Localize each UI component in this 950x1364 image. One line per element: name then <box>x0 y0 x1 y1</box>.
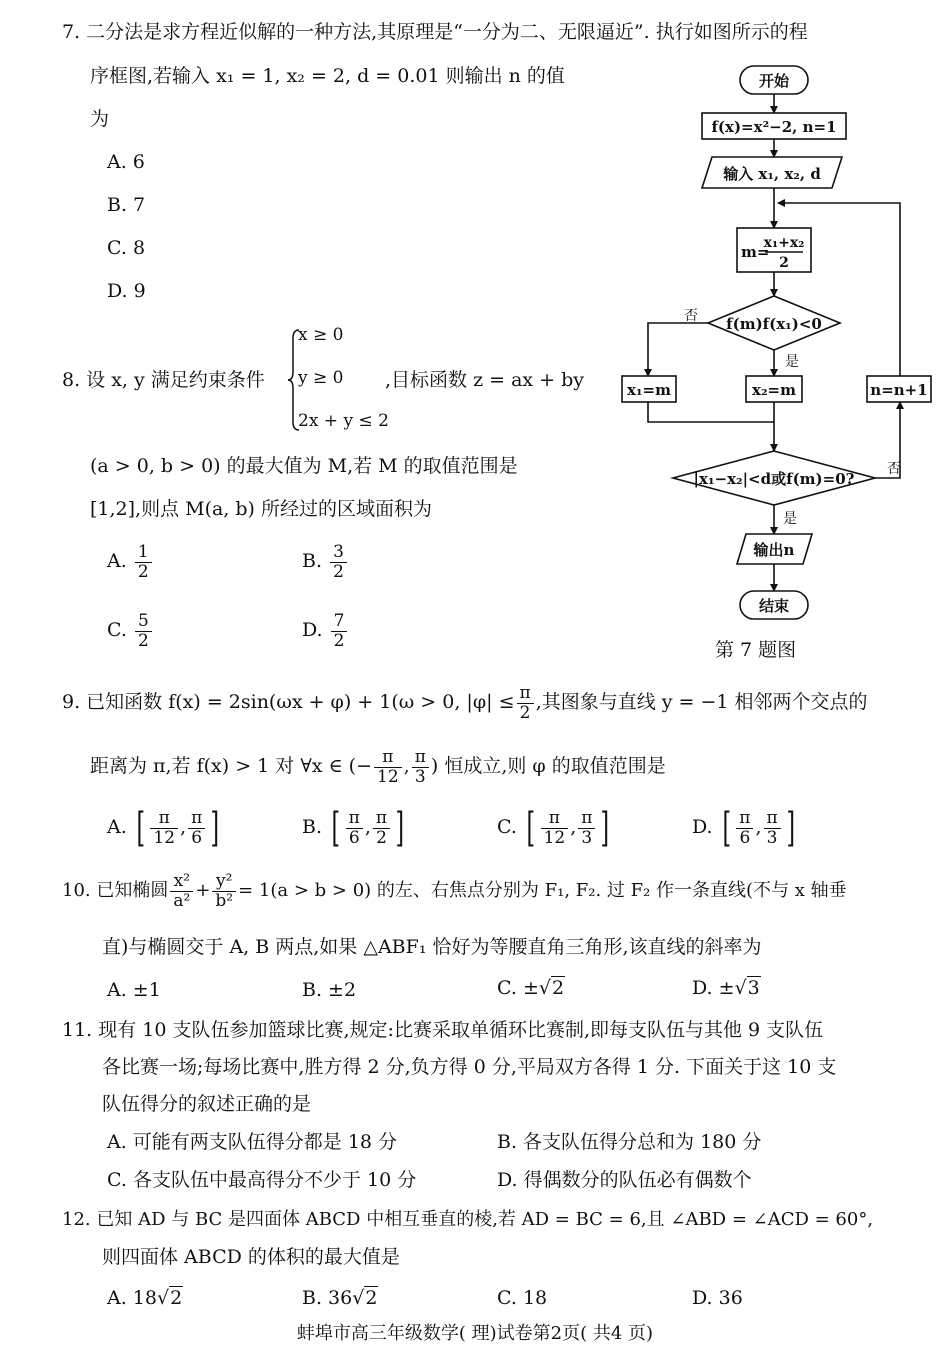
q7-option-c: C. 8 <box>107 237 146 259</box>
q7-line1: 7. 二分法是求方程近似解的一种方法,其原理是“一分为二、无限逼近”. 执行如图所示的程 <box>62 21 808 43</box>
q8-option-b <box>302 543 349 581</box>
q10-x-term: $\frac{\text{x²}}{\text{a²}}$ <box>170 872 193 910</box>
page-footer: 蚌埠市高三年级数学( 理)试卷第2页( 共4 页) <box>296 1323 654 1344</box>
increment-label: n=n+1 <box>870 381 928 399</box>
assign-x1-label: x₁=m <box>627 381 671 399</box>
q10-option-a: A. ±1 <box>107 979 161 1001</box>
q9-interval-right: $\frac{\pi}{3}$ <box>412 748 429 786</box>
decision-2-label: |x₁−x₂|<d或f(m)=0? <box>693 470 855 488</box>
q12-option-d: D. 36 <box>692 1287 743 1309</box>
q8-option-d-fraction: $\frac{7}{2}$ <box>331 612 348 650</box>
q12-line2: 则四面体 ABCD 的体积的最大值是 <box>102 1246 400 1268</box>
q8-option-b-fraction: $\frac{3}{2}$ <box>330 543 347 581</box>
q12-option-b: B. 36√2 <box>302 1287 378 1309</box>
q12-option-a: A. 18√2 <box>107 1287 183 1309</box>
q8-suffix: ,目标函数 z = ax + by <box>385 369 585 391</box>
m-label: m= <box>741 243 770 261</box>
constraint-2: y ≥ 0 <box>298 368 344 388</box>
q11-option-d: D. 得偶数分的队伍必有偶数个 <box>497 1169 752 1191</box>
q9-interval-left: $\frac{\pi}{12}$ <box>374 748 402 786</box>
decision-1-no: 否 <box>684 308 698 324</box>
q10-line1-end: = 1(a > b > 0) 的左、右焦点分别为 F₁, F₂. 过 F₂ 作一条直线(不与 x 轴垂 <box>238 880 847 902</box>
q8-option-d-label: D. <box>302 619 323 642</box>
q9-option-b: B. [ $\frac{\pi}{6}$ , $\frac{\pi}{2}$ ] <box>302 805 405 851</box>
q10-option-b: B. ±2 <box>302 979 357 1001</box>
decision-2-no: 否 <box>887 461 901 477</box>
q9-option-a: A. [ $\frac{\pi}{12}$ , $\frac{\pi}{6}$ ] <box>107 805 220 851</box>
output-label: 输出n <box>753 541 795 559</box>
q9-option-c: C. [ $\frac{\pi}{12}$ , $\frac{\pi}{3}$ ] <box>497 805 610 851</box>
m-denominator: 2 <box>779 255 789 271</box>
flowchart <box>605 58 940 628</box>
q10-y-term: $\frac{\text{y²}}{\text{b²}}$ <box>212 872 236 910</box>
q8-option-b-label: B. <box>302 550 323 573</box>
q11-line2: 各比赛一场;每场比赛中,胜方得 2 分,负方得 0 分,平局双方各得 1 分. 下面关于这 10 支 <box>102 1056 837 1078</box>
end-label: 结束 <box>758 597 790 615</box>
q8-option-d <box>302 612 349 650</box>
q12-line1: 12. 已知 AD 与 BC 是四面体 ABCD 中相互垂直的棱,若 AD = BC = 6,且 ∠ABD = ∠ACD = 60°, <box>62 1209 874 1230</box>
flowchart-caption: 第 7 题图 <box>715 639 797 661</box>
q8-option-c <box>107 612 154 650</box>
q11-line3: 队伍得分的叙述正确的是 <box>102 1093 312 1115</box>
q9-option-d: D. [ $\frac{\pi}{6}$ , $\frac{\pi}{3}$ ] <box>692 805 795 851</box>
m-numerator: x₁+x₂ <box>763 235 805 251</box>
q9-line1-start: 9. 已知函数 f(x) = 2sin(ωx + φ) + 1(ω > 0, |φ| ≤ <box>62 691 515 714</box>
start-label: 开始 <box>758 72 790 90</box>
assign-x2-label: x₂=m <box>752 381 796 399</box>
q8-line2: (a > 0, b > 0) 的最大值为 M,若 M 的取值范围是 <box>90 455 518 477</box>
q7-option-d: D. 9 <box>107 280 146 302</box>
q8-option-a-label: A. <box>107 550 127 573</box>
decision-1-label: f(m)f(x₁)<0 <box>726 315 822 333</box>
constraint-3: 2x + y ≤ 2 <box>298 411 389 431</box>
q7-option-a: A. 6 <box>107 151 145 173</box>
q9-line2-start: 距离为 π,若 f(x) > 1 对 ∀x ∈ (− <box>90 755 373 778</box>
constraint-1: x ≥ 0 <box>298 325 344 345</box>
q8-line3: [1,2],则点 M(a, b) 所经过的区域面积为 <box>90 498 433 520</box>
input-label: 输入 x₁, x₂, d <box>723 165 821 183</box>
init-label: f(x)=x²−2, n=1 <box>711 118 837 136</box>
q8-option-c-fraction: $\frac{5}{2}$ <box>135 612 152 650</box>
decision-1-yes: 是 <box>785 354 799 370</box>
q7-line2: 序框图,若输入 x₁ = 1, x₂ = 2, d = 0.01 则输出 n 的值 <box>90 65 565 87</box>
q8-option-a-fraction: $\frac{1}{2}$ <box>135 543 152 581</box>
q11-line1: 11. 现有 10 支队伍参加篮球比赛,规定:比赛采取单循环比赛制,即每支队伍与其他 9 支队伍 <box>62 1019 824 1041</box>
q10-line1-start: 10. 已知椭圆 <box>62 880 169 902</box>
q7-line3: 为 <box>90 108 110 130</box>
q9-line2-end: ) 恒成立,则 φ 的取值范围是 <box>430 755 666 778</box>
q10-line1: 10. 已知椭圆 $\frac{\text{x²}}{\text{a²}}$ + $\frac{\text{y²}}{\text{b²}}$ = 1(a > b > 0) 的左、右焦点分别为 F₁, F₂. 过 F₂ 作一条直线(不与 x 轴垂 <box>62 871 847 911</box>
q11-option-b: B. 各支队伍得分总和为 180 分 <box>497 1131 762 1153</box>
q10-option-d: D. ±√3 <box>692 977 760 999</box>
decision-2-yes: 是 <box>783 511 797 527</box>
q9-line1-end: ,其图象与直线 y = −1 相邻两个交点的 <box>535 691 868 714</box>
q10-option-c: C. ±√2 <box>497 977 565 999</box>
q11-option-c: C. 各支队伍中最高得分不少于 10 分 <box>107 1169 417 1191</box>
q7-option-b: B. 7 <box>107 194 146 216</box>
q8-prefix: 8. 设 x, y 满足约束条件 <box>62 369 265 391</box>
q9-pi-over-2: $\frac{\pi}{2}$ <box>517 684 534 722</box>
q10-line2: 直)与椭圆交于 A, B 两点,如果 △ABF₁ 恰好为等腰直角三角形,该直线的斜率为 <box>102 936 762 958</box>
q9-line2: 距离为 π,若 f(x) > 1 对 ∀x ∈ (− $\frac{\pi}{12}$ , $\frac{\pi}{3}$ ) 恒成立,则 φ 的取值范围是 <box>90 747 666 787</box>
q8-option-a <box>107 543 154 581</box>
q9-line1 <box>62 684 868 722</box>
q11-option-a: A. 可能有两支队伍得分都是 18 分 <box>107 1131 398 1153</box>
q12-option-c: C. 18 <box>497 1287 548 1309</box>
q8-option-c-label: C. <box>107 619 127 642</box>
